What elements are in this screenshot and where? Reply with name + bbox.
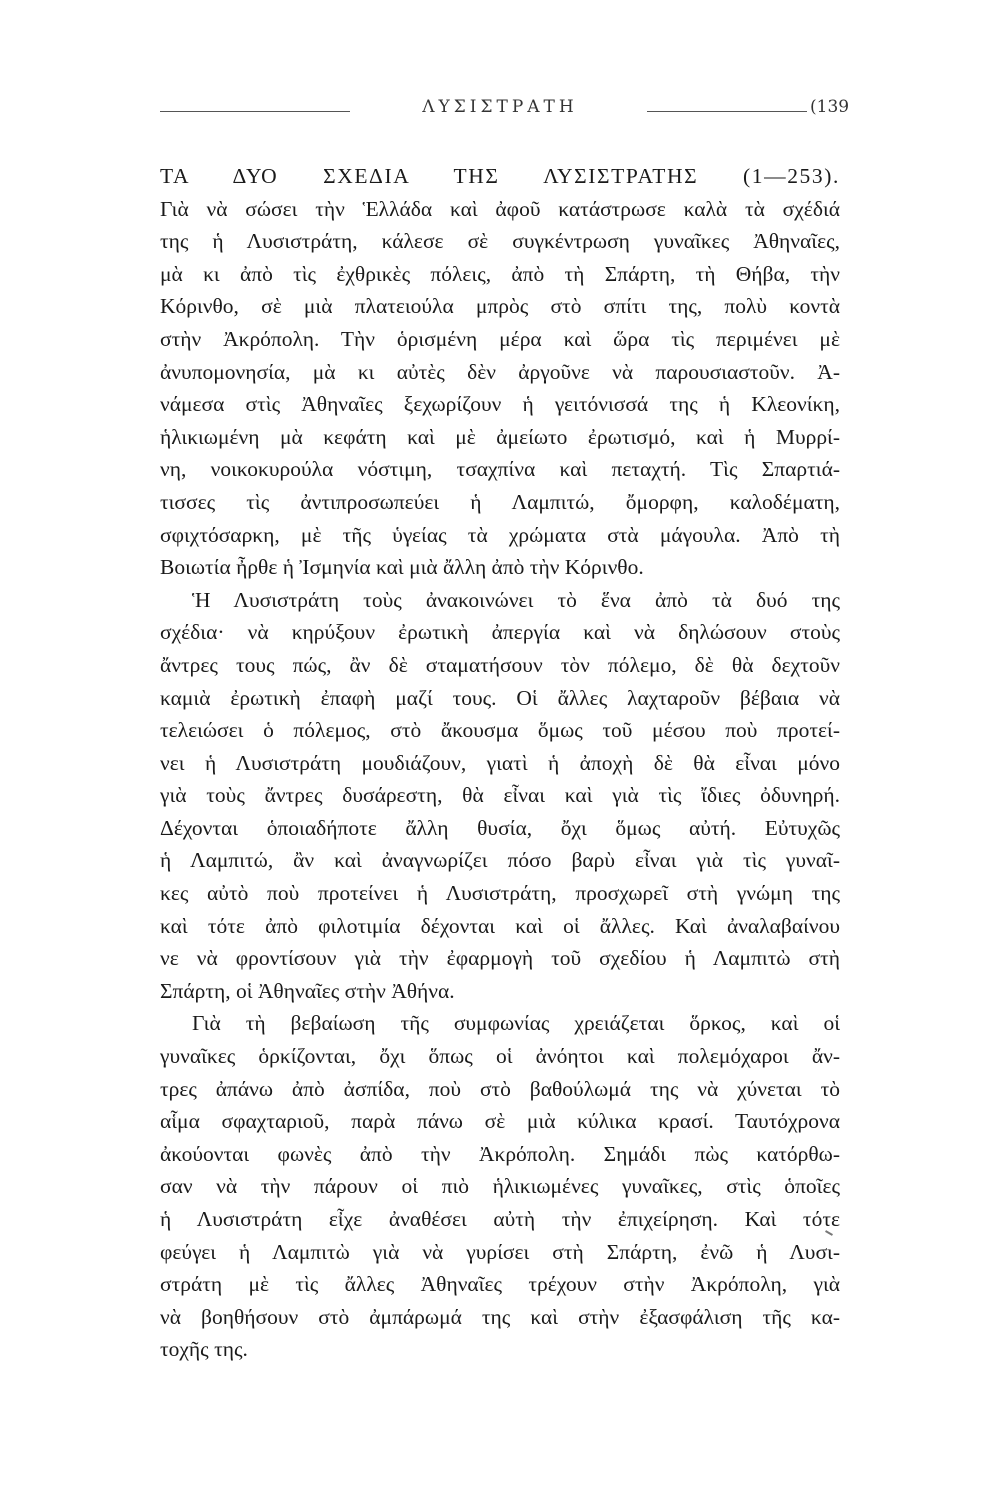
text-line: τελειώσει ὁ πόλεμος, στὸ ἄκουσμα ὅμως τοῦ μέσου ποὺ προτεί- [160,718,840,743]
text-line: σφιχτόσαρκη, μὲ τῆς ὑγείας τὰ χρώματα στὰ μάγουλα. Ἀπὸ τὴ [160,522,840,547]
text-line: ἀκούονται φωνὲς ἀπὸ τὴν Ἀκρόπολη. Σημάδι πὼς κατόρθω- [160,1141,840,1166]
text-line: νει ἡ Λυσιστράτη μουδιάζουν, γιατὶ ἡ ἀποχὴ δὲ θὰ εἶναι μόνο [160,750,840,775]
text-line: νάμεσα στὶς Ἀθηναῖες ξεχωρίζουν ἡ γειτόνισσά της ἡ Κλεονίκη, [160,392,840,417]
text-line: Γιὰ νὰ σώσει τὴν Ἑλλάδα καὶ ἀφοῦ κατάστρωσε καλὰ τὰ σχέδιά [160,196,840,221]
section-heading: ΤΑ ΔΥΟ ΣΧΕΔΙΑ ΤΗΣ ΛΥΣΙΣΤΡΑΤΗΣ (1—253). [160,164,840,188]
running-title: ΛΥΣΙΣΤΡΑΤΗ [422,97,578,117]
text-line: τισσες τὶς ἀντιπροσωπεύει ἡ Λαμπιτώ, ὄμορφη, καλοδέματη, [160,489,840,514]
text-line: αἷμα σφαχταριοῦ, παρὰ πάνω σὲ μιὰ κύλικα κρασί. Ταυτόχρονα [160,1109,840,1134]
text-line: γιὰ τοὺς ἄντρες δυσάρεστη, θὰ εἶναι καὶ γιὰ τὶς ἴδιες ὀδυνηρή. [160,783,840,808]
text-line: ἡ Λαμπιτώ, ἂν καὶ ἀναγνωρίζει πόσο βαρὺ εἶναι γιὰ τὶς γυναῖ- [160,848,840,873]
paragraphs-container [160,193,840,1366]
text-line: φεύγει ἡ Λαμπιτὼ γιὰ νὰ γυρίσει στὴ Σπάρτη, ἐνῶ ἡ Λυσι- [160,1239,840,1264]
text-line: τρες ἀπάνω ἀπὸ ἀσπίδα, ποὺ στὸ βαθούλωμά της νὰ χύνεται τὸ [160,1076,840,1101]
text-line: γυναῖκες ὁρκίζονται, ὄχι ὅπως οἱ ἀνόητοι καὶ πολεμόχαροι ἄν- [160,1044,840,1069]
text-line: σαν νὰ τὴν πάρουν οἱ πιὸ ἡλικιωμένες γυναῖκες, στὶς ὁποῖες [160,1174,840,1199]
text-line: νη, νοικοκυρούλα νόστιμη, τσαχπίνα καὶ πεταχτή. Τὶς Σπαρτιά- [160,457,840,482]
paragraph [160,193,840,584]
text-line: Γιὰ τὴ βεβαίωση τῆς συμφωνίας χρειάζεται ὅρκος, καὶ οἱ [192,1011,840,1036]
text-line: Βοιωτία ἦρθε ἡ Ἰσμηνία καὶ μιὰ ἄλλη ἀπὸ τὴν Κόρινθο. [160,555,644,580]
page-number: (139 [810,97,850,117]
text-line: σχέδια· νὰ κηρύξουν ἐρωτικὴ ἀπεργία καὶ νὰ δηλώσουν στοὺς [160,620,840,645]
text-line: τοχῆς της. [160,1337,248,1362]
text-line: στράτη μὲ τὶς ἄλλες Ἀθηναῖες τρέχουν στὴν Ἀκρόπολη, γιὰ [160,1272,840,1297]
text-line: Σπάρτη, οἱ Ἀθηναῖες στὴν Ἀθήνα. [160,978,455,1003]
text-line: νὰ βοηθήσουν στὸ ἀμπάρωμά της καὶ στὴν ἐξασφάλιση τῆς κα- [160,1304,840,1329]
text-line: καμιὰ ἐρωτικὴ ἐπαφὴ μαζί τους. Οἱ ἄλλες λαχταροῦν βέβαια νὰ [160,685,840,710]
text-line: Ἡ Λυσιστράτη τοὺς ἀνακοινώνει τὸ ἕνα ἀπὸ τὰ δυό της [192,587,840,612]
text-line: μὰ κι ἀπὸ τὶς ἐχθρικὲς πόλεις, ἀπὸ τὴ Σπάρτη, τὴ Θήβα, τὴν [160,261,840,286]
text-line: καὶ τότε ἀπὸ φιλοτιμία δέχονται καὶ οἱ ἄλλες. Καὶ ἀναλαβαίνου [160,913,840,938]
text-line: ἡλικιωμένη μὰ κεφάτη καὶ μὲ ἀμείωτο ἐρωτισμό, καὶ ἡ Μυρρί- [160,424,840,449]
text-line: ἄντρες τους πώς, ἂν δὲ σταματήσουν τὸν πόλεμο, δὲ θὰ δεχτοῦν [160,652,840,677]
paragraph [160,1007,840,1366]
text-line: Δέχονται ὁποιαδήποτε ἄλλη θυσία, ὄχι ὅμως αὐτή. Εὐτυχῶς [160,815,840,840]
header-rule-right [647,111,807,112]
text-line: Κόρινθο, σὲ μιὰ πλατειούλα μπρὸς στὸ σπίτι της, πολὺ κοντὰ [160,294,840,319]
text-line: της ἡ Λυσιστράτη, κάλεσε σὲ συγκέντρωση γυναῖκες Ἀθηναῖες, [160,229,840,254]
text-line: νε νὰ φροντίσουν γιὰ τὴν ἐφαρμογὴ τοῦ σχεδίου ἡ Λαμπιτὼ στὴ [160,946,840,971]
paragraph [160,584,840,1008]
text-line: στὴν Ἀκρόπολη. Τὴν ὁρισμένη μέρα καὶ ὥρα τὶς περιμένει μὲ [160,326,840,351]
body-text [160,160,840,1366]
header-rule-left [160,111,350,112]
running-head [160,95,850,125]
text-line: κες αὐτὸ ποὺ προτείνει ἡ Λυσιστράτη, προσχωρεῖ στὴ γνώμη της [160,881,840,906]
text-line: ἡ Λυσιστράτη εἶχε ἀναθέσει αὐτὴ τὴν ἐπιχείρηση. Καὶ τότε [160,1207,840,1231]
text-line: ἀνυπομονησία, μὰ κι αὐτὲς δὲν ἀργοῦνε νὰ παρουσιαστοῦν. Ἀ- [160,359,840,384]
